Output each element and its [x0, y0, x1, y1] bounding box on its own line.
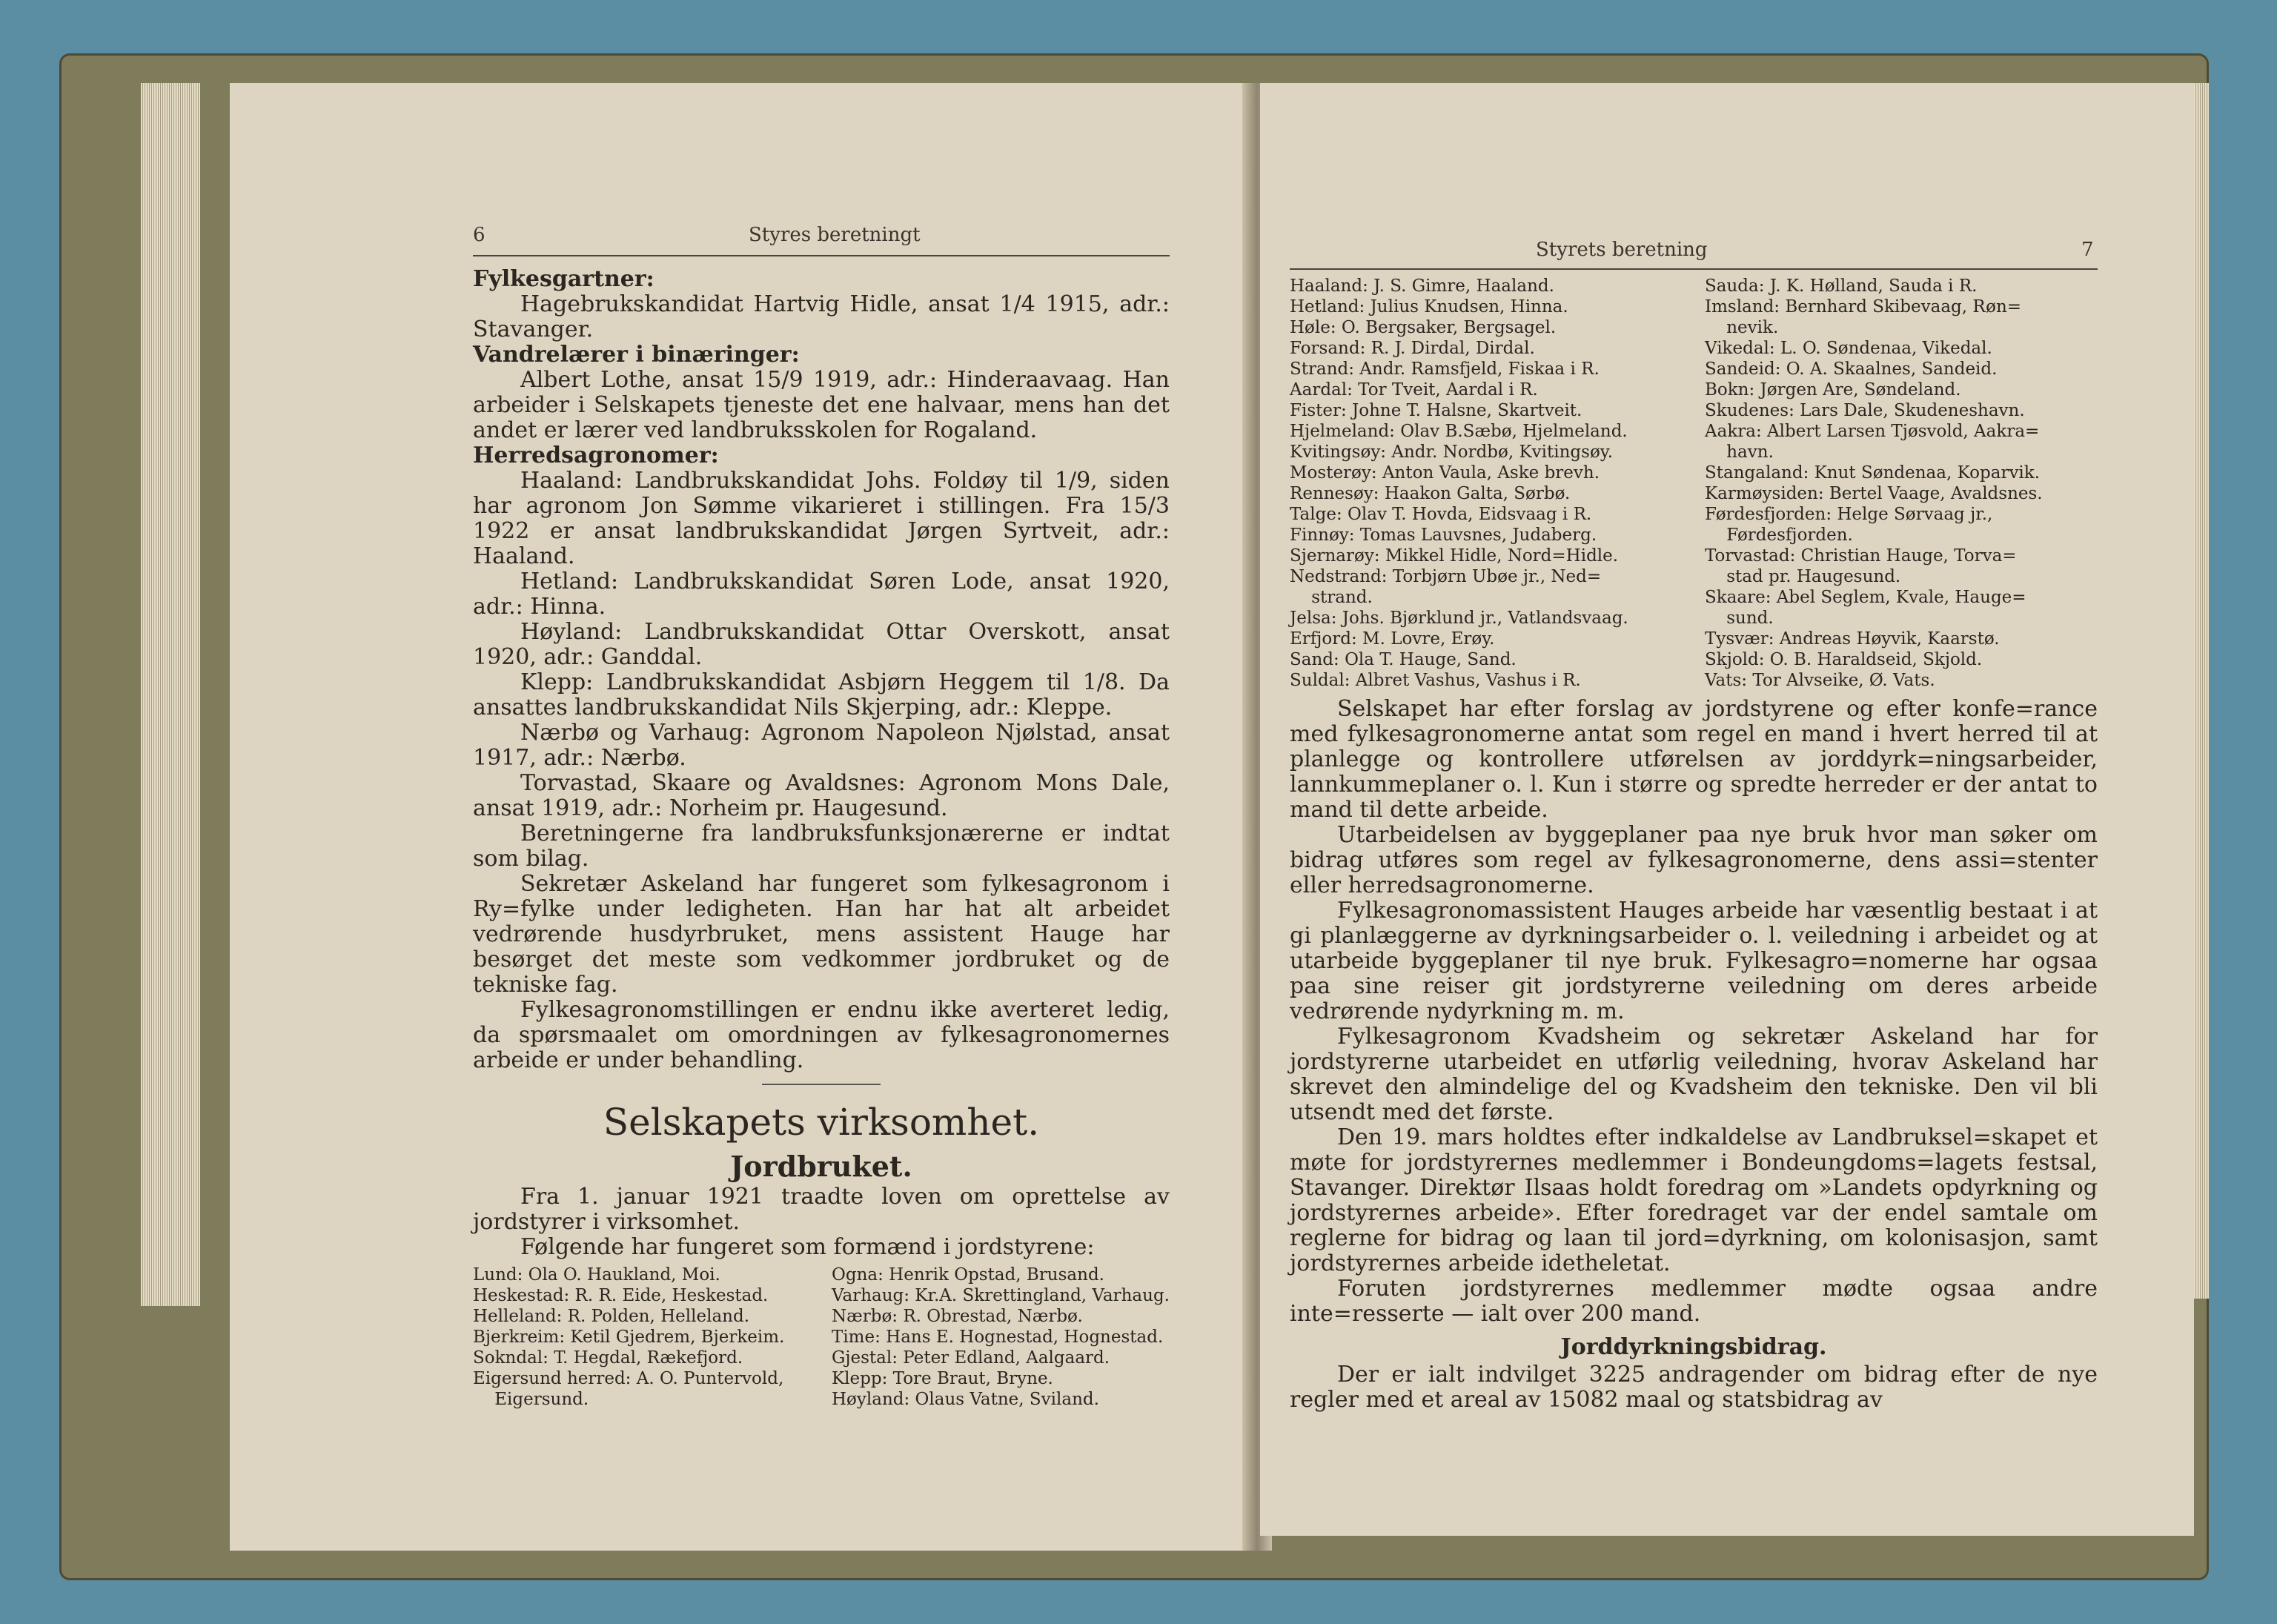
- heading-jorddyrkningsbidrag: Jorddyrkningsbidrag.: [1560, 1334, 1827, 1360]
- paragraph: Haaland: Landbrukskandidat Johs. Foldøy til 1/9, siden har agronom Jon Sømme vikarieret i stillingen. Fra 15/3 1922 er ansat landbrukskandidat Jørgen Syrtveit, adr.: Haaland.: [473, 468, 1170, 569]
- list-item: Skaare: Abel Seglem, Kvale, Hauge=: [1705, 588, 2026, 607]
- paragraph: Beretningerne fra landbruksfunksjonærerne er indtat som bilag.: [473, 821, 1170, 872]
- heading-herredsagronomer: Herredsagronomer:: [473, 443, 719, 468]
- list-item: Sand: Ola T. Hauge, Sand.: [1290, 650, 1517, 669]
- list-item: Heskestad: R. R. Eide, Heskestad.: [473, 1286, 769, 1305]
- list-item: Sandeid: O. A. Skaalnes, Sandeid.: [1705, 359, 1998, 379]
- list-item: Klepp: Tore Braut, Bryne.: [831, 1369, 1053, 1388]
- right-page: [1260, 83, 2194, 1536]
- left-body: [473, 267, 1170, 1410]
- list-item: Imsland: Bernhard Skibevaag, Røn=: [1705, 297, 2022, 316]
- list-item: nevik.: [1705, 318, 1779, 337]
- paragraph: Klepp: Landbrukskandidat Asbjørn Heggem til 1/8. Da ansattes landbrukskandidat Nils Skjerping, adr.: Kleppe.: [473, 669, 1170, 720]
- list-item: Vikedal: L. O. Søndenaa, Vikedal.: [1705, 339, 1992, 358]
- list-item: Lund: Ola O. Haukland, Moi.: [473, 1265, 720, 1285]
- right-running-head: Styrets beretning: [1536, 239, 1708, 261]
- list-item: Time: Hans E. Hognestad, Hognestad.: [831, 1328, 1164, 1347]
- paragraph: Hetland: Landbrukskandidat Søren Lode, ansat 1920, adr.: Hinna.: [473, 569, 1170, 620]
- right-page-number: 7: [2081, 239, 2094, 261]
- list-item: Erfjord: M. Lovre, Erøy.: [1290, 629, 1495, 649]
- list-item: Strand: Andr. Ramsfjeld, Fiskaa i R.: [1290, 359, 1600, 379]
- list-item: Førdesfjorden: Helge Sørvaag jr.,: [1705, 505, 1993, 524]
- heading-fylkesgartner: Fylkesgartner:: [473, 266, 654, 292]
- paragraph: Albert Lothe, ansat 15/9 1919, adr.: Hinderaavaag. Han arbeider i Selskapets tjeneste det ene halvaar, mens han det andet er lærer ved landbruksskolen for Rogaland.: [473, 367, 1170, 443]
- list-column-left: [1290, 276, 1683, 691]
- list-item: Rennesøy: Haakon Galta, Sørbø.: [1290, 484, 1571, 503]
- list-item: Skjold: O. B. Haraldseid, Skjold.: [1705, 650, 1983, 669]
- left-header-rule: [473, 255, 1170, 256]
- list-item: Sauda: J. K. Hølland, Sauda i R.: [1705, 276, 1978, 296]
- paragraph: Fylkesagronom Kvadsheim og sekretær Askeland har for jordstyrerne utarbeidet en utførlig veiledning, hvorav Askeland har skrevet den almindelige del og Kvadsheim den tekniske. Den vil bli utsendt med det første.: [1290, 1024, 2098, 1125]
- list-item: Talge: Olav T. Hovda, Eidsvaag i R.: [1290, 505, 1592, 524]
- paragraph: Hagebrukskandidat Hartvig Hidle, ansat 1/4 1915, adr.: Stavanger.: [473, 291, 1170, 342]
- list-item: Ogna: Henrik Opstad, Brusand.: [831, 1265, 1104, 1285]
- list-item: Hetland: Julius Knudsen, Hinna.: [1290, 297, 1568, 316]
- right-header-rule: [1290, 268, 2098, 270]
- chairmen-list: [473, 1265, 1170, 1410]
- left-page: [230, 83, 1253, 1551]
- paragraph: Følgende har fungeret som formænd i jordstyrene:: [520, 1234, 1095, 1260]
- list-item: Mosterøy: Anton Vaula, Aske brevh.: [1290, 463, 1600, 483]
- list-item: Gjestal: Peter Edland, Aalgaard.: [831, 1348, 1110, 1368]
- paragraph: Torvastad, Skaare og Avaldsnes: Agronom Mons Dale, ansat 1919, adr.: Norheim pr. Haugesund.: [473, 770, 1170, 821]
- chairmen-column-left: [473, 1265, 809, 1410]
- paragraph: Utarbeidelsen av byggeplaner paa nye bruk hvor man søker om bidrag utføres som regel av fylkesagronomerne, dens assi=stenter eller herredsagronomerne.: [1290, 822, 2098, 898]
- paragraph: Foruten jordstyrernes medlemmer mødte ogsaa andre inte=resserte — ialt over 200 mand.: [1290, 1276, 2098, 1327]
- section-separator: [762, 1084, 881, 1085]
- paragraph: Sekretær Askeland har fungeret som fylkesagronom i Ry=fylke under ledigheten. Han har hat alt arbeidet vedrørende husdyrbruket, mens assistent Hauge har besørget det meste som vedkommer jordbruket og de tekniske fag.: [473, 871, 1170, 998]
- paragraph: Fra 1. januar 1921 traadte loven om oprettelse av jordstyrer i virksomhet.: [473, 1184, 1170, 1235]
- left-running-head: Styres beretningt: [749, 224, 921, 246]
- paragraph: Nærbø og Varhaug: Agronom Napoleon Njølstad, ansat 1917, adr.: Nærbø.: [473, 720, 1170, 771]
- heading-jordbruket: Jordbruket.: [730, 1150, 912, 1183]
- list-item: Haaland: J. S. Gimre, Haaland.: [1290, 276, 1554, 296]
- list-item: Varhaug: Kr.A. Skrettingland, Varhaug.: [831, 1286, 1170, 1305]
- list-item: Torvastad: Christian Hauge, Torva=: [1705, 546, 2017, 566]
- list-item: Aakra: Albert Larsen Tjøsvold, Aakra=: [1705, 422, 2040, 441]
- list-item: Karmøysiden: Bertel Vaage, Avaldsnes.: [1705, 484, 2043, 503]
- paragraph: Selskapet har efter forslag av jordstyrene og efter konfe=rance med fylkesagronomerne antat som regel en mand i hvert herred til at planlegge og kontrollere utførelsen av jorddyrk=ningsarbeider, lannkummeplaner o. l. Kun i større og spredte herreder er der antat to mand til dette arbeide.: [1290, 696, 2098, 823]
- list-item: Fister: Johne T. Halsne, Skartveit.: [1290, 401, 1582, 420]
- list-item: Sokndal: T. Hegdal, Rækefjord.: [473, 1348, 743, 1368]
- left-page-number: 6: [473, 224, 485, 246]
- heading-vandrelaerer: Vandrelærer i binæringer:: [473, 342, 800, 368]
- list-item: Nedstrand: Torbjørn Ubøe jr., Ned=: [1290, 567, 1602, 586]
- list-item: Bokn: Jørgen Are, Søndeland.: [1705, 380, 1961, 400]
- book-cover: [59, 53, 2209, 1580]
- list-item: Forsand: R. J. Dirdal, Dirdal.: [1290, 339, 1535, 358]
- right-body: [1290, 276, 2098, 1413]
- list-item: Førdesfjorden.: [1705, 526, 1853, 545]
- list-item: Helleland: R. Polden, Helleland.: [473, 1307, 750, 1326]
- list-item: Eigersund.: [473, 1390, 589, 1409]
- list-item: Finnøy: Tomas Lauvsnes, Judaberg.: [1290, 526, 1597, 545]
- heading-selskapets-virksomhet: Selskapets virksomhet.: [603, 1101, 1040, 1144]
- list-item: Kvitingsøy: Andr. Nordbø, Kvitingsøy.: [1290, 443, 1614, 462]
- chairmen-list-continued: [1290, 276, 2098, 691]
- list-item: Sjernarøy: Mikkel Hidle, Nord=Hidle.: [1290, 546, 1619, 566]
- list-item: Tysvær: Andreas Høyvik, Kaarstø.: [1705, 629, 2000, 649]
- list-item: Høle: O. Bergsaker, Bergsagel.: [1290, 318, 1557, 337]
- list-item: Aardal: Tor Tveit, Aardal i R.: [1290, 380, 1538, 400]
- chairmen-column-right: [832, 1265, 1170, 1410]
- list-item: Bjerkreim: Ketil Gjedrem, Bjerkeim.: [473, 1328, 785, 1347]
- list-item: stad pr. Haugesund.: [1705, 567, 1901, 586]
- list-item: Suldal: Albret Vashus, Vashus i R.: [1290, 671, 1581, 690]
- list-item: Vats: Tor Alvseike, Ø. Vats.: [1705, 671, 1935, 690]
- list-item: Hjelmeland: Olav B.Sæbø, Hjelmeland.: [1290, 422, 1628, 441]
- paragraph: Fylkesagronomassistent Hauges arbeide har væsentlig bestaat i at gi planlæggerne av dyrkningsarbeider o. l. veiledning i arbeidet og at utarbeide byggeplaner til nye bruk. Fylkesagro=nomerne har ogsaa paa sine reiser git jordstyrerne veiledning om deres arbeide vedrørende nydyrkning m. m.: [1290, 898, 2098, 1024]
- list-column-right: [1705, 276, 2098, 691]
- list-item: Nærbø: R. Obrestad, Nærbø.: [831, 1307, 1083, 1326]
- list-item: Høyland: Olaus Vatne, Sviland.: [831, 1390, 1099, 1409]
- paragraph: Der er ialt indvilget 3225 andragender om bidrag efter de nye regler med et areal av 15082 maal og statsbidrag av: [1290, 1362, 2098, 1413]
- list-item: strand.: [1290, 588, 1373, 607]
- page-edges-left: [141, 83, 200, 1306]
- list-item: havn.: [1705, 443, 1774, 462]
- paragraph: Høyland: Landbrukskandidat Ottar Overskott, ansat 1920, adr.: Ganddal.: [473, 619, 1170, 670]
- paragraph: Den 19. mars holdtes efter indkaldelse av Landbruksel=skapet et møte for jordstyrernes medlemmer i Bondeungdoms=lagets festsal, Stavanger. Direktør Ilsaas holdt foredrag om »Landets opdyrkning og jordstyrernes arbeide». Efter foredraget var der endel samtale om reglerne for bidrag og laan til jord=dyrkning, om kolonisasjon, samt jordstyrernes arbeide idetheletat.: [1290, 1124, 2098, 1276]
- list-item: sund.: [1705, 609, 1774, 628]
- paragraph: Fylkesagronomstillingen er endnu ikke averteret ledig, da spørsmaalet om omordningen av fylkesagronomernes arbeide er under behandling.: [473, 997, 1170, 1073]
- list-item: Stangaland: Knut Søndenaa, Koparvik.: [1705, 463, 2041, 483]
- list-item: Skudenes: Lars Dale, Skudeneshavn.: [1705, 401, 2025, 420]
- list-item: Jelsa: Johs. Bjørklund jr., Vatlandsvaag.: [1290, 609, 1628, 628]
- list-item: Eigersund herred: A. O. Puntervold,: [473, 1369, 784, 1388]
